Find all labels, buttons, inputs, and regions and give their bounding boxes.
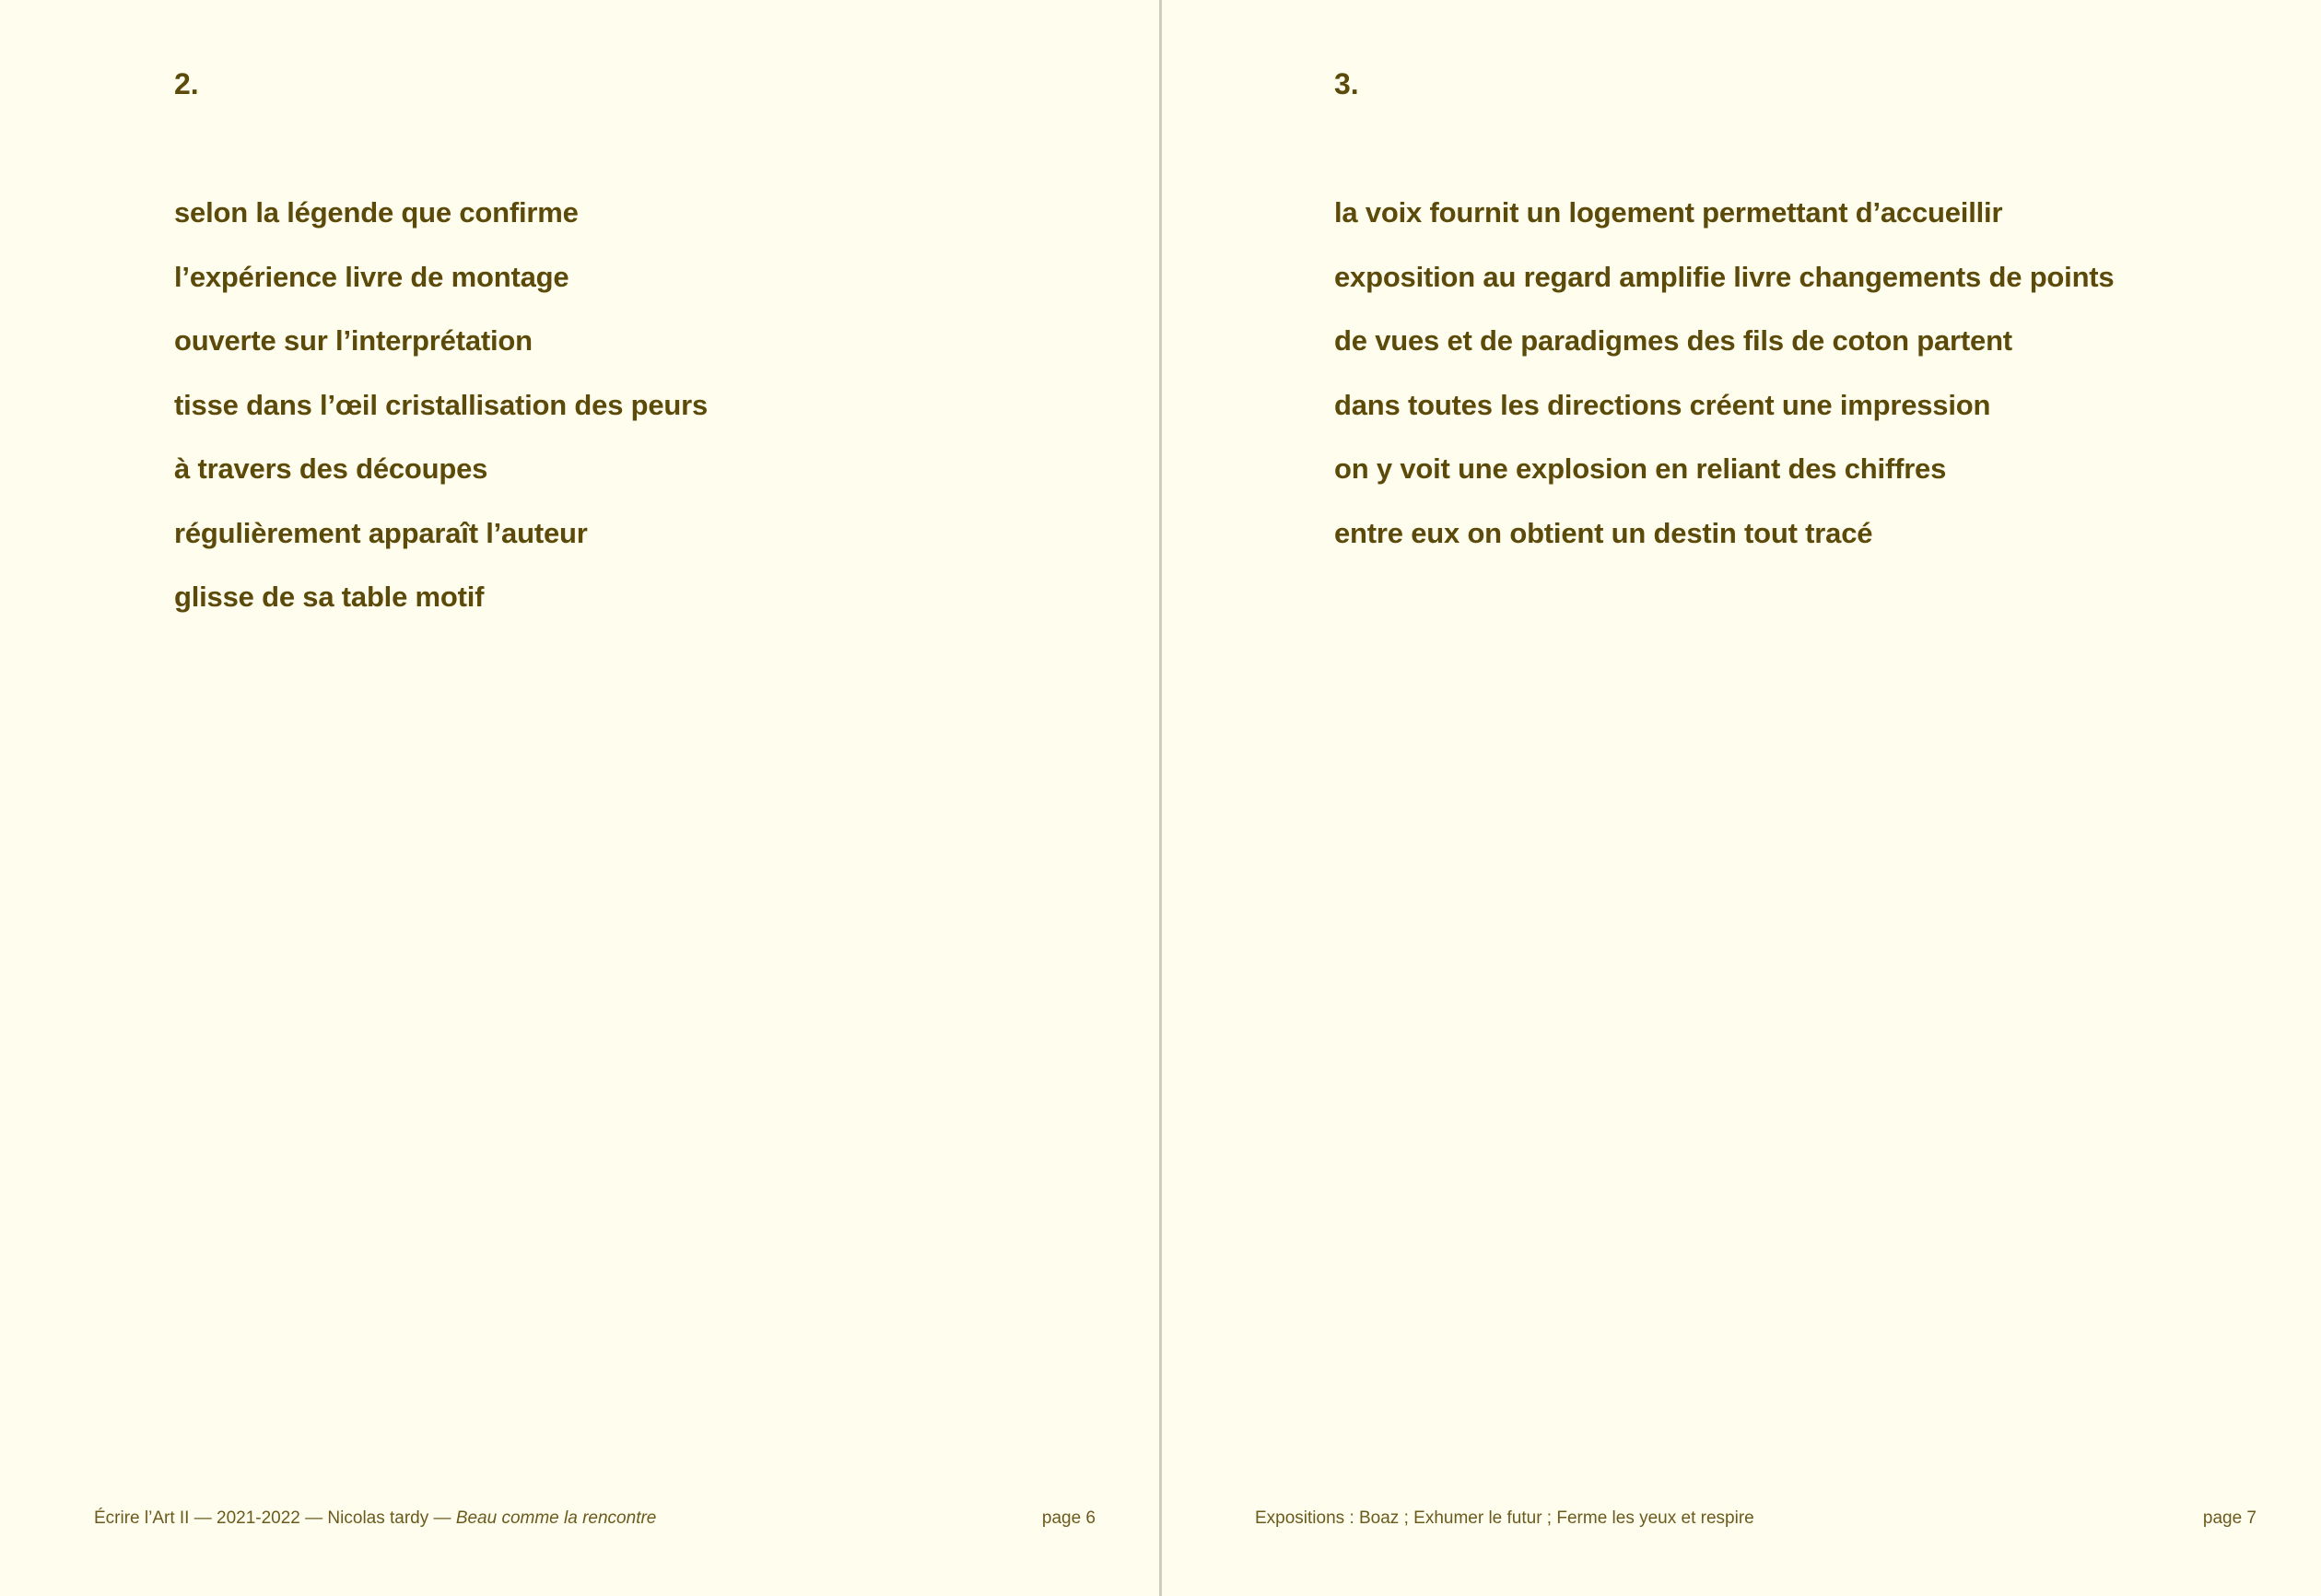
poem-lines [174,194,708,642]
left-page [0,0,1160,1596]
poem-line: à travers des découpes [174,452,488,485]
section-number: 2. [174,67,199,100]
poem-line: l’expérience livre de montage [174,260,569,293]
poem-line: dans toutes les directions créent une impression [1334,388,1991,421]
right-page [1162,0,2321,1596]
poem-line: ouverte sur l’interprétation [174,324,533,357]
poem-line: selon la légende que confirme [174,196,579,229]
poem-lines [1334,194,2114,578]
footer-credit: Expositions : Boaz ; Exhumer le futur ; Ferme les yeux et respire [1255,1508,1754,1528]
section-number: 3. [1334,67,1359,100]
poem-line: entre eux on obtient un destin tout tracé [1334,516,1873,549]
poem-line: régulièrement apparaît l’auteur [174,516,588,549]
poem-line: la voix fournit un logement permettant d’accueillir [1334,196,2003,229]
footer-book-title: Beau comme la rencontre [455,1508,657,1528]
poem-line: tisse dans l’œil cristallisation des peurs [174,388,709,421]
page-number: page 7 [2202,1508,2257,1528]
poem-line: glisse de sa table motif [174,581,485,613]
poem-line: exposition au regard amplifie livre changements de points [1334,260,2115,293]
poem-line: de vues et de paradigmes des fils de coton partent [1334,324,2012,357]
footer-credit-text: Écrire l’Art II — 2021-2022 — Nicolas tardy — [94,1508,456,1528]
footer-credit [94,1507,656,1531]
poem-line: on y voit une explosion en reliant des chiffres [1334,452,1947,485]
page-number: page 6 [1041,1508,1096,1528]
